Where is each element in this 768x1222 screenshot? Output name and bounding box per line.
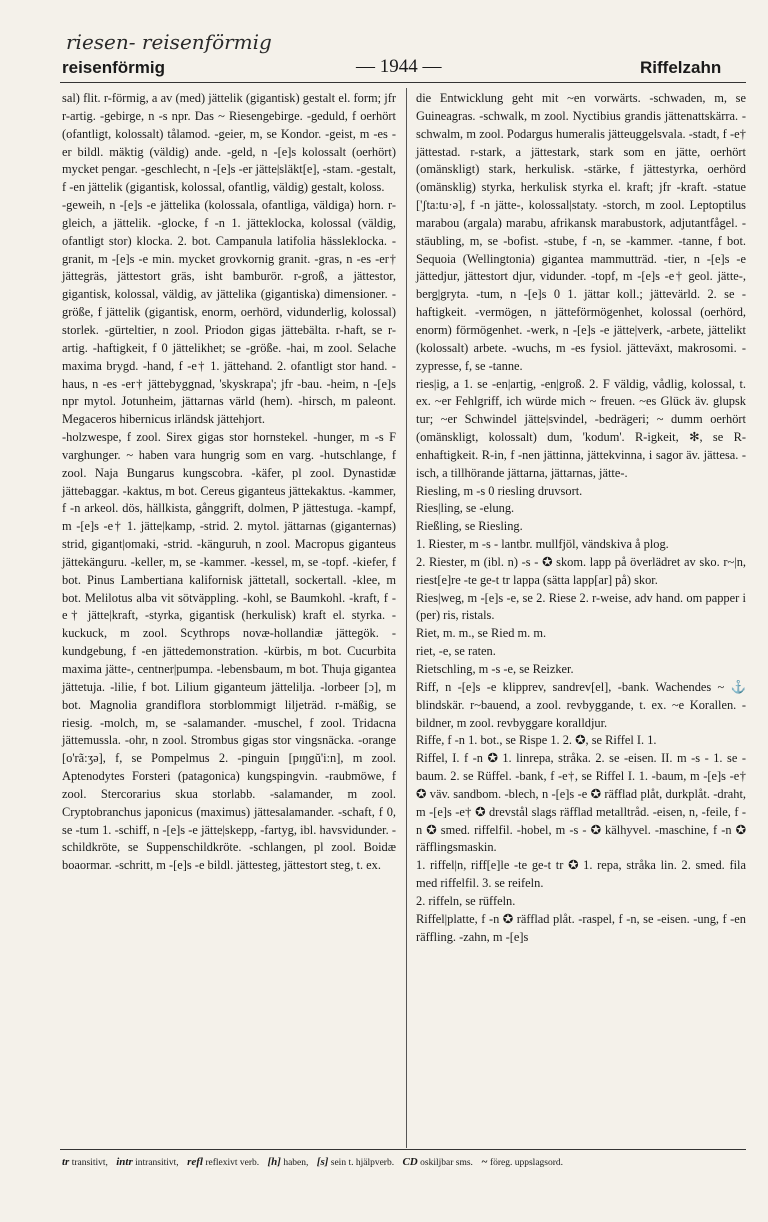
right-paragraph: Rießling, se Riesling. [416, 519, 523, 534]
right-paragraph: Riffe, f -n 1. bot., se Rispe 1. 2. ✪, se Riffel I. 1. [416, 733, 657, 748]
legend-item: CD oskiljbar sms. [402, 1156, 473, 1168]
right-paragraph: 1. Riester, m -s - lantbr. mullfjöl, vändskiva å plog. [416, 537, 669, 552]
handwritten-margin-note: riesen- reisenförmig [66, 30, 272, 54]
right-paragraph: Riffel, I. f -n ✪ 1. linrepa, stråka. 2. se -eisen. II. m -s - 1. se -baum. 2. se Rüffel. -bank, f -e†, se Riffel I. 1. -baum, m -[e]s -e† ✪ väv. sandbom. -blech, n -[e]s -e ✪ räfflad plåt, durkplåt. -draht, m -[e]s -e† ✪ drevstål slags räfflad metalltråd. -eisen, n, -feile, f -n ✪ smed. riffelfil. -hobel, m -s - ✪ kälhyvel. -maschine, f -n ✪ räfflingsmaskin. [416, 751, 746, 855]
right-paragraph: 2. riffeln, se rüffeln. [416, 893, 516, 908]
right-paragraph: Rietschling, m -s -e, se Reizker. [416, 662, 574, 676]
left-paragraph: sal) flit. r-förmig, a av (med) jättelik (gigantisk) gestalt el. form; jfr r-artig. -gebirge, n -s npr. Das ~ Riesengebirge. -geduld, f oerhört (ofantligt, kolossalt) tålamod. -geier, m, se Kondor. -geist, m -es -er bildl. mäktig (väldig) ande. -geld, n -[e]s kolossalt (oerhört) mycket pengar. -geschlecht, n -[e]s -er jätte|släkt[e], -stam. -gestalt, f -en jättelik (gigantisk, kolossal, ofantlig, väldig) gestalt, koloss. [62, 91, 396, 195]
right-paragraph: ries|ig, a 1. se -en|artig, -en|groß. 2. F väldig, vådlig, kolossal, t. ex. ~er Fehlgriff, ich würde mich ~ freuen. ~es Glück äv. glupsk tur; ~er Schwindel jätte|svindel, -bedrägeri; ~ dumm oerhört (omänskligt, kolossalt) dum, 'kodum'. R-igkeit, ✻, se R-enhaftigkeit. R-in, f -nen jättinna, jättekvinna, i sagor äv. jättesa. -isch, a tillhörande jättarna, jättarnas, jätte-. [416, 376, 746, 480]
right-paragraph: 2. Riester, m (ibl. n) -s - ✪ skom. lapp på överlädret av sko. r~|n, riest[e]re -te ge-t tr lappa (sätta lapp[ar] på) skor. [416, 554, 746, 587]
header-rule [60, 82, 746, 83]
legend-item: [h] haben, [267, 1156, 309, 1168]
right-paragraph: Riffel|platte, f -n ✪ räfflad plåt. -raspel, f -n, se -eisen. -ung, f -en räffling. -zahn, m -[e]s [416, 911, 746, 944]
column-divider [406, 88, 407, 1148]
legend-item: ~ föreg. uppslagsord. [481, 1156, 564, 1168]
header-first-entry: reisenförmig [62, 58, 165, 77]
left-column [62, 90, 396, 875]
right-paragraph: Ries|ling, se -elung. [416, 501, 515, 516]
right-paragraph: Riet, m. m., se Ried m. m. [416, 626, 547, 641]
right-paragraph: Riesling, m -s 0 riesling druvsort. [416, 483, 583, 498]
legend-item: [s] sein t. hjälpverb. [316, 1156, 395, 1168]
right-paragraph: die Entwicklung geht mit ~en vorwärts. -schwaden, m, se Guineagras. -schwalk, m zool. Nyctibius grandis jättenattskärra. -schwalm, m zool. Podargus humeralis jätteuggelsvala. -stadt, f -e† jättestad. r-stark, a jättestark, stark som en jätte, oerhört (omänskligt) stark, herkulisk. -stärke, f jättestyrka, oerhörd (omänsklig) styrka, herkulisk styrka el. kraft; jfr -kraft. -statue ['ʃta:tu·ə], f -n jätte-, kolossal|staty. -storch, m zool. Leptoptilus marabou (argala) marabu, afrikansk marabustork, adjutantfågel. -stäubling, m, se -bofist. -stube, f -n, se -kammer. -tanne, f bot. Sequoia (Wellingtonia) gigantea mammutträd. -tier, n -[e]s -e jättedjur, jättestort djur, vidunder. -topf, m -[e]s -e† geol. jätte-, berg|gryta. -tum, n -[e]s 0 1. jättar koll.; jättevärld. 2. se -haftigkeit. -vermögen, n jätteförmögenhet, kolossal (oerhörd, enorm) förmögenhet. -werk, n -[e]s -e jätte|verk, -arbete, jättelikt (kolossalt) arbete. -wuchs, m -es fysiol. jätteväxt, makrosomi. -zypresse, f, se -tanne. [416, 91, 746, 373]
footer-rule [60, 1149, 746, 1150]
left-paragraph: -holzwespe, f zool. Sirex gigas stor hornstekel. -hunger, m -s F varghunger. ~ haben vara hungrig som en varg. -hutschlange, f zool. Naja Bungarus kungscobra. -käfer, pl zool. Dynastidæ jättebaggar. -kaktus, m bot. Cereus giganteus jättekaktus. -kammer, f -n arkeol. dös, hällkista, gånggrift, dolmen, P jättestuga. -kampf, m -[e]s -e† 1. jätte|kamp, -strid. 2. mytol. jättarnas (giganternas) strid, gigant|omaki, -strid. -känguruh, n zool. Macropus giganteus jättekänguru. -keller, m, se -kammer. -kessel, m, se -topf. -kiefer, f bot. Pinus Lambertiana kalifornisk jättetall, sockertall. -klee, m bot. Melilotus alba vit sötväppling. -kohl, se Baumkohl. -kraft, f -e† jätte|kraft, -styrka, gigantisk (herkulisk) kraft el. styrka. -kuckuck, m zool. Scythrops novæ-hollandiæ jättegök. -kundgebung, f -en jättedemonstration. -kürbis, m bot. Cucurbita maxima jätte-, centner|pumpa. -lebensbaum, m bot. Thuja gigantea jättetuja. -lilie, f bot. Lilium giganteum jättelilja. -lorbeer [ɔ], m bot. Magnolia grandiflora storblommigt liljeträd. r-mäßig, se riesig. -molch, m, se -salamander. -muschel, f zool. Tridacna jättemussla. -ohr, n zool. Strombus gigas stor vingsnäcka. -orange [o'rã:ʒə], f, se Pompelmus 2. -pinguin [pɪŋgŭ'i:n], m zool. Aptenodytes Forsteri (patagonica) kungspingvin. -raubmöwe, f zool. Stercorarius skua storlabb. -salamander, m zool. Cryptobranchus japonicus (maximus) jättesalamander. -schaft, f 0, se -tum 1. -schiff, n -[e]s -e jätte|skepp, -fartyg, ibl. havsvidunder. -schildkröte, se Suppenschildkröte. -schlangen, pl zool. Boidæ boaormar. -schritt, m -[e]s -e bildl. jättesteg, jättestort steg, t. ex. [62, 430, 396, 873]
right-column [416, 90, 746, 947]
legend-item: refl reflexivt verb. [187, 1156, 260, 1168]
right-paragraph: Ries|weg, m -[e]s -e, se 2. Riese 2. r-weise, adv hand. om papper i (per) ris, ristals. [416, 590, 746, 623]
left-paragraph: -geweih, n -[e]s -e jättelika (kolossala, ofantliga, väldiga) horn. r-gleich, a jättelik. -glocke, f -n 1. jätteklocka, kolossal (väldig, ofantligt stor) klocka. 2. bot. Campanula latifolia hässleklocka. -granit, m -[e]s -e min. mycket grovkornig granit. -gras, n -es -er† jättegräs, jättestort gräs, isht bamburör. r-groß, a jättestor, gigantisk, kolossal, väldig, av jättelika (gigantiska) dimensioner. -größe, f jättelik (gigantisk, enorm, oerhörd, vidunderlig, kolossal) storlek. -gürteltier, n zool. Priodon gigas jättebälta. r-haft, se r-artig. -haftigkeit, f 0 jättelikhet; se -größe. -hai, m zool. Selache maxima brygd. -hand, f -e† 1. jättehand. 2. ofantligt stor hand. -haus, n -es -er† jättebyggnad, 'skyskrapa'; jfr -bau. -heim, n -[e]s npr mytol. Jotunheim, jättarnas värld (hem). -hirsch, m paleont. Megaceros hibernicus irländsk jättehjort. [62, 198, 396, 427]
legend-item: tr transitivt, [62, 1156, 108, 1168]
legend-item: intr intransitivt, [116, 1156, 179, 1168]
right-paragraph: 1. riffel|n, riff[e]le -te ge-t tr ✪ 1. repa, stråka lin. 2. smed. fila med riffelfil. 3. se reifeln. [416, 858, 746, 891]
abbreviation-legend [62, 1156, 746, 1170]
right-paragraph: Riff, n -[e]s -e klipprev, sandrev[el], -bank. Wachendes ~ ⚓ blindskär. r~bauend, a zool. revbyggande, t. ex. ~e Korallen. -bildner, m zool. revbyggare koralldjur. [416, 679, 746, 730]
header-last-entry: Riffelzahn [640, 58, 722, 77]
page-number: — 1944 — [356, 56, 442, 77]
right-paragraph: riet, -e, se raten. [416, 644, 496, 659]
